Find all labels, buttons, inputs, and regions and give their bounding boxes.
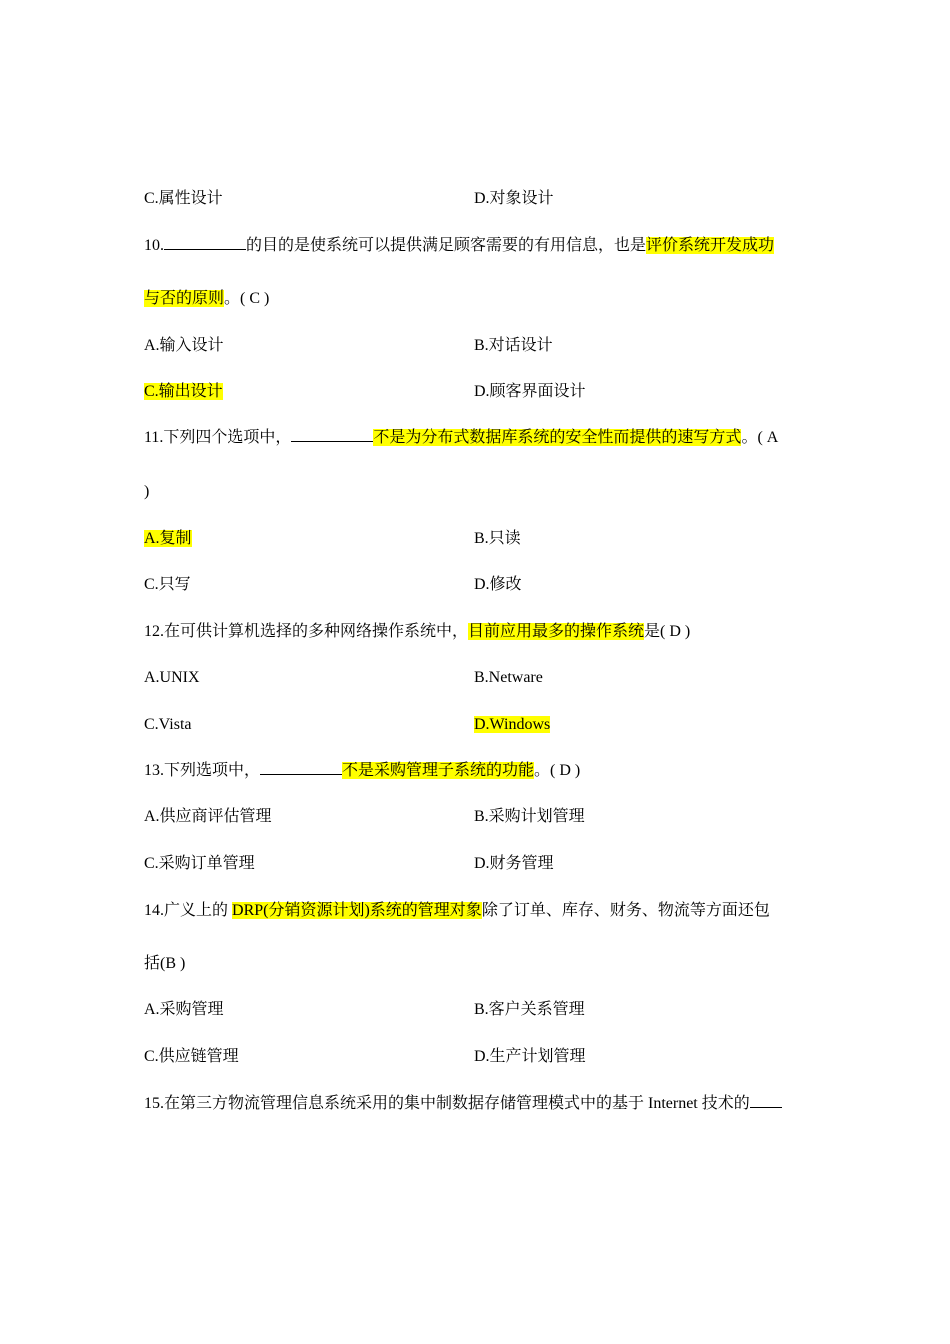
q13-stem <box>144 761 580 781</box>
q13-option-b: B.采购计划管理 <box>474 808 585 825</box>
q9-option-d: D.对象设计 <box>474 190 554 207</box>
q10-highlight-2: 与否的原则 <box>144 290 225 307</box>
q12-option-d <box>474 715 550 735</box>
q11-number: 11.下列四个选项中， <box>144 429 292 446</box>
q15-answer-blank <box>750 1094 782 1108</box>
q13-highlight: 不是采购管理子系统的功能 <box>342 762 535 779</box>
q10-option-c <box>144 382 223 402</box>
q14-option-d: D.生产计划管理 <box>474 1048 586 1065</box>
q10-stem-text: 的目的是使系统可以提供满足顾客需要的有用信息，也是 <box>246 237 647 254</box>
q14-option-a: A.采购管理 <box>144 1001 224 1018</box>
q12-stem-text: 12.在可供计算机选择的多种网络操作系统中， <box>144 623 469 640</box>
q10-option-a: A.输入设计 <box>144 337 224 354</box>
q10-stem-line1 <box>144 236 774 256</box>
q12-option-a: A.UNIX <box>144 669 200 686</box>
q13-number: 13.下列选项中， <box>144 762 261 779</box>
q11-highlight: 不是为分布式数据库系统的安全性而提供的速写方式 <box>373 429 742 446</box>
q11-option-d: D.修改 <box>474 576 522 593</box>
q10-answer-blank <box>164 236 246 250</box>
q13-answer-blank <box>260 761 342 775</box>
q10-highlight-1: 评价系统开发成功 <box>646 237 775 254</box>
q14-stem-text: 14.广义上的 <box>144 902 233 919</box>
q11-option-c: C.只写 <box>144 576 191 593</box>
q11-option-b: B.只读 <box>474 530 521 547</box>
q12-answer: 是( D ) <box>644 623 691 640</box>
q12-option-b: B.Netware <box>474 669 543 686</box>
q10-answer: 。( C ) <box>224 290 270 307</box>
q12-option-d-highlight: D.Windows <box>474 716 551 733</box>
q12-option-c: C.Vista <box>144 716 192 733</box>
q15-stem <box>144 1094 782 1114</box>
q14-highlight: DRP(分销资源计划)系统的管理对象 <box>232 902 482 919</box>
q14-stem-text-2: 除了订单、库存、财务、物流等方面还包 <box>481 902 770 919</box>
q14-option-c: C.供应链管理 <box>144 1048 239 1065</box>
q11-stem-line2: ) <box>144 483 150 500</box>
q14-stem-line1 <box>144 901 770 921</box>
q11-option-a <box>144 529 192 549</box>
q10-option-b: B.对话设计 <box>474 337 553 354</box>
q11-option-a-highlight: A.复制 <box>144 530 192 547</box>
q13-option-a: A.供应商评估管理 <box>144 808 272 825</box>
q11-stem-line1 <box>144 428 778 448</box>
q10-number: 10. <box>144 237 164 254</box>
q11-answer-blank <box>291 428 373 442</box>
q10-option-c-highlight: C.输出设计 <box>144 383 223 400</box>
q13-option-c: C.采购订单管理 <box>144 855 255 872</box>
q10-option-d: D.顾客界面设计 <box>474 383 586 400</box>
q11-answer: 。( A <box>741 429 779 446</box>
q12-highlight: 目前应用最多的操作系统 <box>468 623 645 640</box>
q10-stem-line2 <box>144 289 269 309</box>
q13-answer: 。( D ) <box>534 762 581 779</box>
q12-stem <box>144 622 690 642</box>
q15-stem-text: 15.在第三方物流管理信息系统采用的集中制数据存储管理模式中的基于 Internet 技术的 <box>144 1095 750 1112</box>
q9-option-c: C.属性设计 <box>144 190 223 207</box>
q14-option-b: B.客户关系管理 <box>474 1001 585 1018</box>
q14-stem-line2: 括(B ) <box>144 955 186 972</box>
q13-option-d: D.财务管理 <box>474 855 554 872</box>
